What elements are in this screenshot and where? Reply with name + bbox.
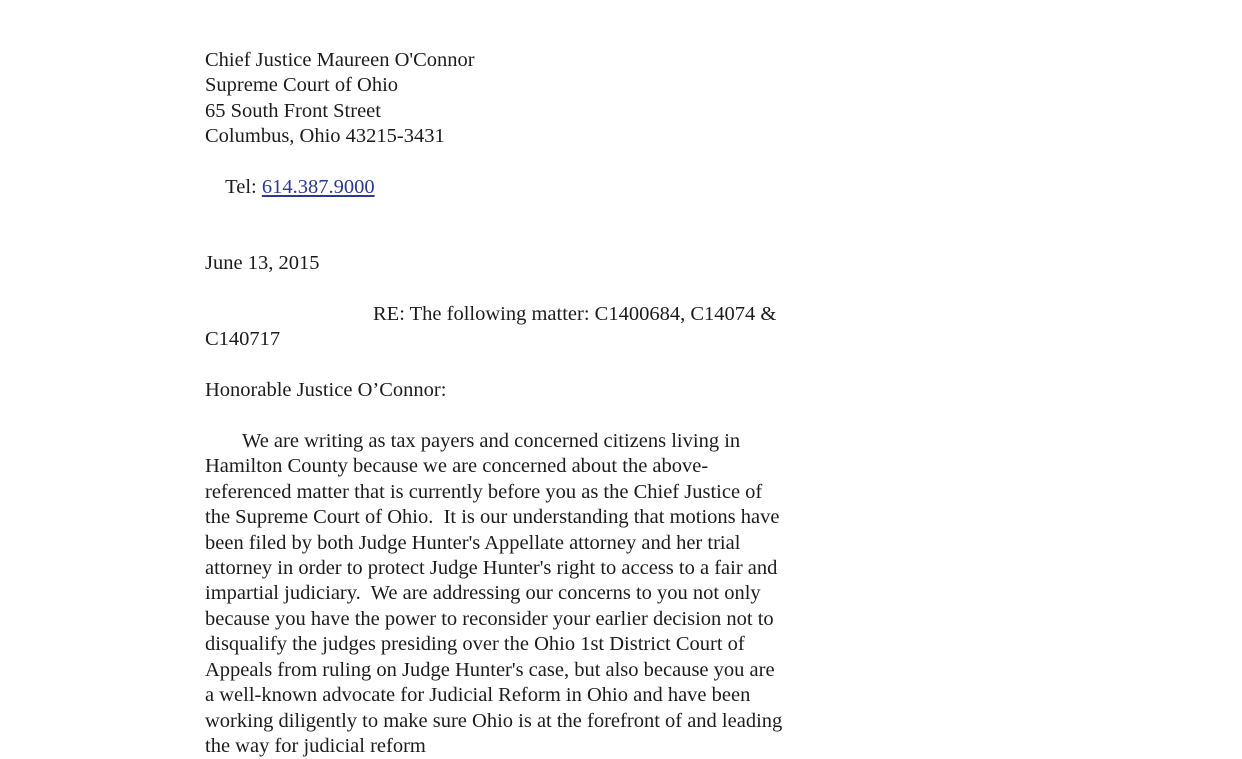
recipient-city: Columbus, Ohio 43215-3431 [205, 125, 445, 148]
body-line: We are writing as tax payers and concerned citizens living in [242, 430, 741, 453]
blank-line [205, 277, 823, 302]
body-line: Appeals from ruling on Judge Hunter's case, but also because you are [205, 658, 775, 681]
re-subject-line-2: C140717 [205, 328, 281, 351]
body-line: Hamilton County because we are concerned about the above- [205, 455, 709, 478]
body-line: the way for judicial reform [205, 734, 426, 757]
blank-line [205, 353, 823, 378]
body-line: because you have the power to reconsider your earlier decision not to [205, 607, 774, 630]
phone-link[interactable]: 614.387.9000 [261, 176, 375, 199]
telephone-label: Tel: [225, 176, 262, 199]
body-line: referenced matter that is currently before you as the Chief Justice of [205, 480, 763, 503]
body-line: attorney in order to protect Judge Hunter's right to access to a fair and [205, 557, 778, 580]
recipient-institution: Supreme Court of Ohio [205, 74, 399, 97]
salutation: Honorable Justice O’Connor: [205, 379, 447, 402]
letter-document [205, 48, 823, 759]
letter-date: June 13, 2015 [205, 252, 320, 275]
body-line: the Supreme Court of Ohio. It is our understanding that motions have [205, 506, 780, 529]
body-line: working diligently to make sure Ohio is at the forefront of and leading [205, 709, 783, 732]
recipient-name: Chief Justice Maureen O'Connor [205, 49, 475, 71]
body-line: impartial judiciary. We are addressing our concerns to you not only [205, 582, 761, 605]
blank-line [205, 404, 823, 429]
telephone-line [205, 150, 823, 226]
body-line: a well-known advocate for Judicial Reform in Ohio and have been [205, 684, 751, 707]
recipient-street: 65 South Front Street [205, 99, 381, 122]
blank-line [205, 226, 823, 251]
re-subject-line-1: RE: The following matter: C1400684, C14074 & [373, 303, 777, 326]
body-line: disqualify the judges presiding over the Ohio 1st District Court of [205, 633, 745, 656]
body-line: been filed by both Judge Hunter's Appellate attorney and her trial [205, 531, 741, 554]
